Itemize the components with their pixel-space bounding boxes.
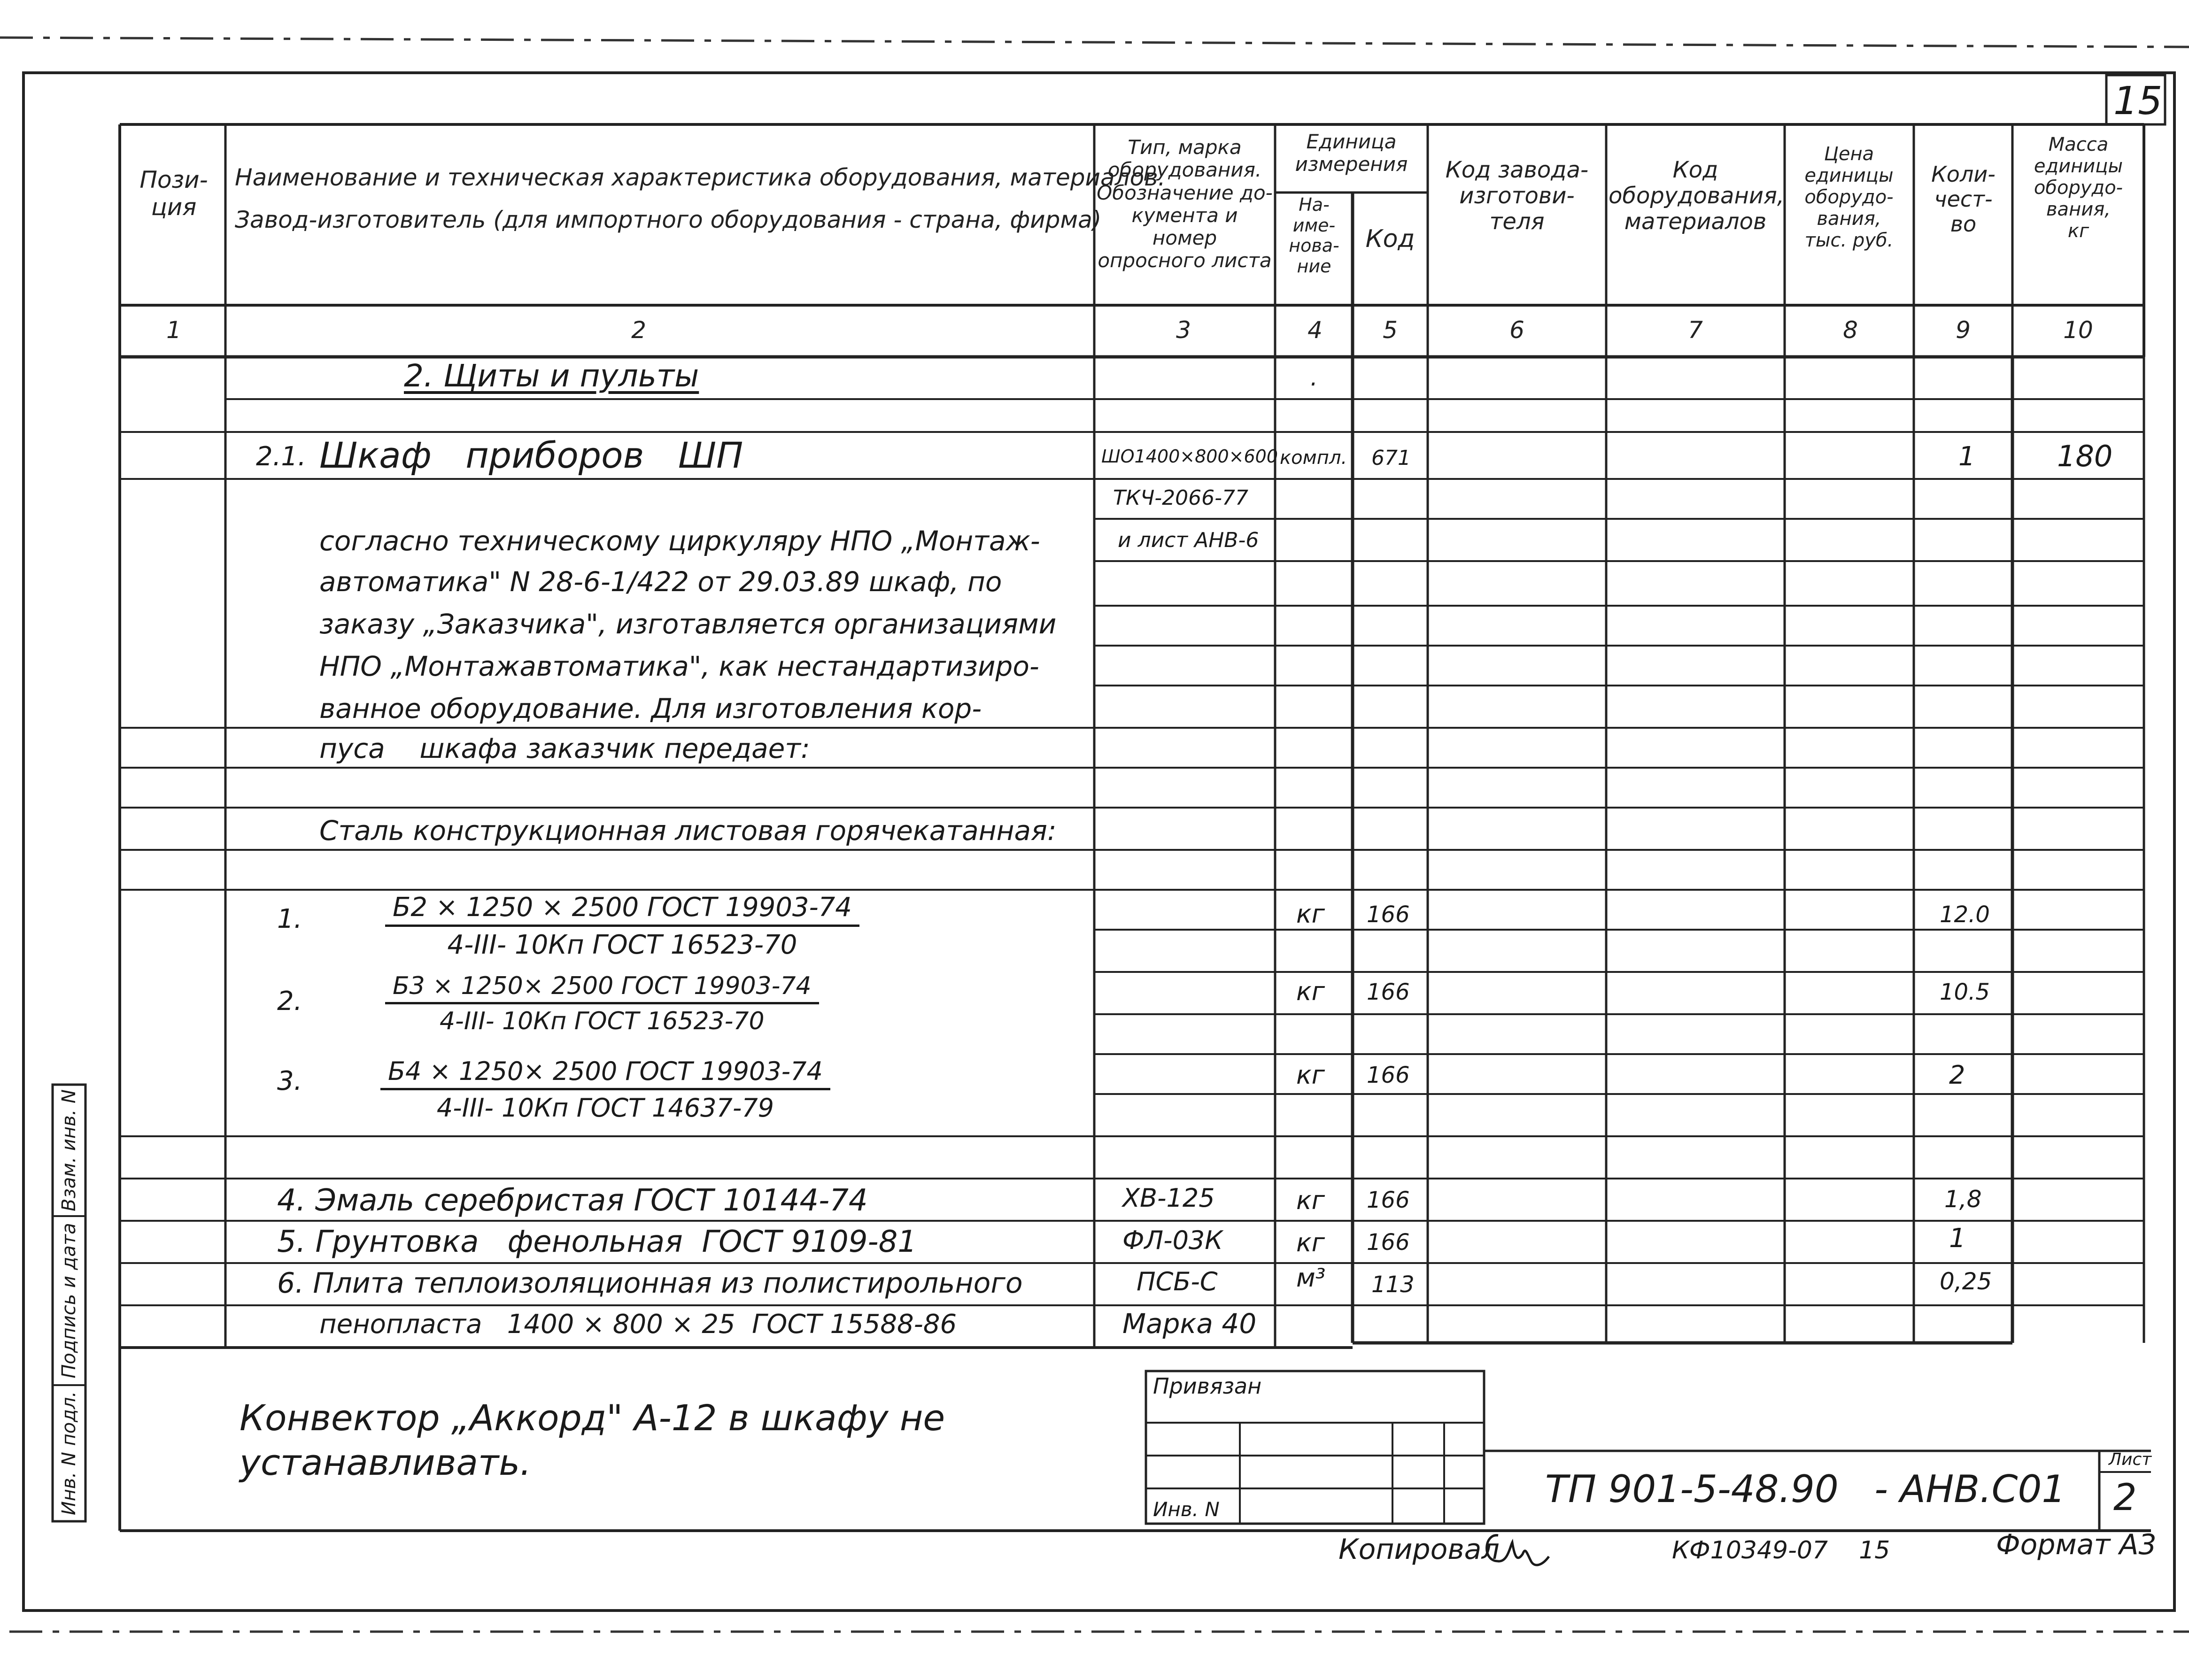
item-21-type: ШО1400×800×600 xyxy=(1101,446,1278,467)
item-21-name: Шкаф приборов ШП xyxy=(319,434,743,476)
document-code: ТП 901-5-48.90 - АНВ.С01 xyxy=(1545,1467,2066,1511)
steel-item-code: 166 xyxy=(1367,979,1410,1005)
header-name-line1: Наименование и техническая характеристика оборудования, материалов. xyxy=(235,164,1166,191)
item-4-unit: кг xyxy=(1296,1186,1325,1215)
sheet-label: Лист xyxy=(2109,1450,2152,1469)
col-num-1: 1 xyxy=(166,316,181,344)
col-num-6: 6 xyxy=(1509,316,1524,344)
header-position: Пози- ция xyxy=(139,166,208,221)
item-5-name: 5. Грунтовка фенольная ГОСТ 9109-81 xyxy=(277,1225,917,1259)
item-4-name: 4. Эмаль серебристая ГОСТ 10144-74 xyxy=(277,1183,868,1218)
steel-title: Сталь конструкционная листовая горячекатанная: xyxy=(319,815,1057,847)
order-code: КФ10349-07 15 xyxy=(1672,1536,1890,1564)
header-factory-code: Код завода- изготови- теля xyxy=(1445,157,1589,235)
item-4-code: 166 xyxy=(1367,1187,1410,1213)
item-5-unit: кг xyxy=(1296,1228,1325,1257)
section-title: 2. Щиты и пульты xyxy=(404,358,699,394)
steel-item-numerator: Б2 × 1250 × 2500 ГОСТ 19903-74 xyxy=(385,892,859,927)
paper-format: Формат А3 xyxy=(1996,1528,2157,1561)
item-21-position: 2.1. xyxy=(256,441,306,472)
item-21-type-sheet: и лист АНВ-6 xyxy=(1118,528,1259,552)
item-21-type-doc: ТКЧ-2066-77 xyxy=(1113,486,1248,510)
steel-item-fraction xyxy=(385,892,859,960)
header-unit-name: На- име- нова- ние xyxy=(1289,194,1339,277)
copied-by: Копировал xyxy=(1338,1533,1500,1566)
description-line: заказу „Заказчика", изготавляется организациями xyxy=(319,608,1057,640)
steel-item-unit: кг xyxy=(1296,977,1325,1006)
steel-item-qty: 2 xyxy=(1949,1060,1965,1090)
section-dot: . xyxy=(1310,364,1318,391)
col-num-3: 3 xyxy=(1176,316,1191,344)
header-name-line2: Завод-изготовитель (для импортного оборудования - страна, фирма) xyxy=(235,206,1102,233)
header-type: Тип, марка оборудования. Обозначение до- кумента и номер опросного листа xyxy=(1097,136,1273,272)
stamp-label: Привязан xyxy=(1153,1373,1262,1399)
header-unit-code: Код xyxy=(1365,225,1415,253)
item-21-qty: 1 xyxy=(1958,441,1975,472)
col-num-2: 2 xyxy=(631,316,646,344)
header-mass: Масса единицы оборудо- вания, кг xyxy=(2034,134,2123,242)
steel-item-unit: кг xyxy=(1296,1060,1325,1090)
steel-item-denominator: 4-III- 10Кп ГОСТ 16523-70 xyxy=(447,930,797,960)
item-5-qty: 1 xyxy=(1949,1223,1966,1254)
steel-item-unit: кг xyxy=(1296,899,1325,929)
header-price: Цена единицы оборудо- вания, тыс. руб. xyxy=(1804,143,1894,251)
item-5-code: 166 xyxy=(1367,1229,1410,1256)
item-6-code: 113 xyxy=(1371,1272,1415,1298)
item-6-name-cont: пенопласта 1400 × 800 × 25 ГОСТ 15588-86 xyxy=(319,1309,957,1340)
item-6-qty: 0,25 xyxy=(1940,1268,1992,1295)
description-line: ванное оборудование. Для изготовления кор- xyxy=(319,693,982,724)
header-quantity: Коли- чест- во xyxy=(1931,162,1996,237)
steel-item-qty: 10.5 xyxy=(1940,979,1990,1005)
item-6-type: ПСБ-С xyxy=(1137,1267,1218,1296)
description-line: согласно техническому циркуляру НПО „Монтаж- xyxy=(319,525,1040,557)
description-line: пуса шкафа заказчик передает: xyxy=(319,732,810,764)
signature xyxy=(1479,1528,1550,1573)
description-line: НПО „Монтажавтоматика", как нестандартизиро- xyxy=(319,650,1039,682)
header-unit: Единица измерения xyxy=(1295,130,1408,176)
col-num-4: 4 xyxy=(1307,316,1323,344)
steel-item-numerator: Б4 × 1250× 2500 ГОСТ 19903-74 xyxy=(380,1056,830,1090)
col-num-10: 10 xyxy=(2063,316,2093,344)
steel-item-position: 2. xyxy=(277,986,302,1017)
side-label-inv-orig: Инв. N подл. xyxy=(58,1391,80,1516)
item-4-qty: 1,8 xyxy=(1944,1186,1982,1213)
col-num-5: 5 xyxy=(1383,316,1398,344)
side-label-replace-inv: Взам. инв. N xyxy=(58,1089,80,1211)
steel-item-qty: 12.0 xyxy=(1940,902,1990,928)
item-21-mass: 180 xyxy=(2057,439,2113,473)
inventory-label: Инв. N xyxy=(1153,1498,1220,1521)
item-21-code: 671 xyxy=(1371,446,1411,470)
item-5-type: ФЛ-03К xyxy=(1122,1225,1223,1255)
item-6-unit: м³ xyxy=(1296,1263,1326,1293)
note-text: Конвектор „Аккорд" А-12 в шкафу не xyxy=(240,1397,945,1439)
item-6-name: 6. Плита теплоизоляционная из полистирольного xyxy=(277,1267,1023,1300)
col-num-8: 8 xyxy=(1843,316,1858,344)
steel-item-denominator: 4-III- 10Кп ГОСТ 16523-70 xyxy=(439,1007,765,1035)
steel-item-position: 3. xyxy=(277,1066,302,1096)
item-4-type: ХВ-125 xyxy=(1122,1183,1215,1213)
col-num-7: 7 xyxy=(1688,316,1703,344)
description-line: автоматика" N 28-6-1/422 от 29.03.89 шкаф, по xyxy=(319,566,1002,598)
steel-item-fraction xyxy=(385,972,819,1035)
page-number: 15 xyxy=(2113,79,2163,123)
steel-item-numerator: Б3 × 1250× 2500 ГОСТ 19903-74 xyxy=(385,972,819,1004)
steel-item-position: 1. xyxy=(277,904,302,934)
steel-item-fraction xyxy=(380,1056,830,1123)
steel-item-code: 166 xyxy=(1367,1062,1410,1088)
note-text-cont: устанавливать. xyxy=(240,1441,532,1483)
item-21-unit: компл. xyxy=(1280,447,1347,469)
steel-item-denominator: 4-III- 10Кп ГОСТ 14637-79 xyxy=(436,1093,774,1123)
steel-item-code: 166 xyxy=(1367,902,1410,928)
sheet-number: 2 xyxy=(2113,1477,2137,1519)
side-label-signature-date: Подпись и дата xyxy=(58,1223,80,1379)
item-6-type-grade: Марка 40 xyxy=(1122,1308,1257,1340)
header-equipment-code: Код оборудования, материалов xyxy=(1609,157,1785,235)
col-num-9: 9 xyxy=(1956,316,1971,344)
